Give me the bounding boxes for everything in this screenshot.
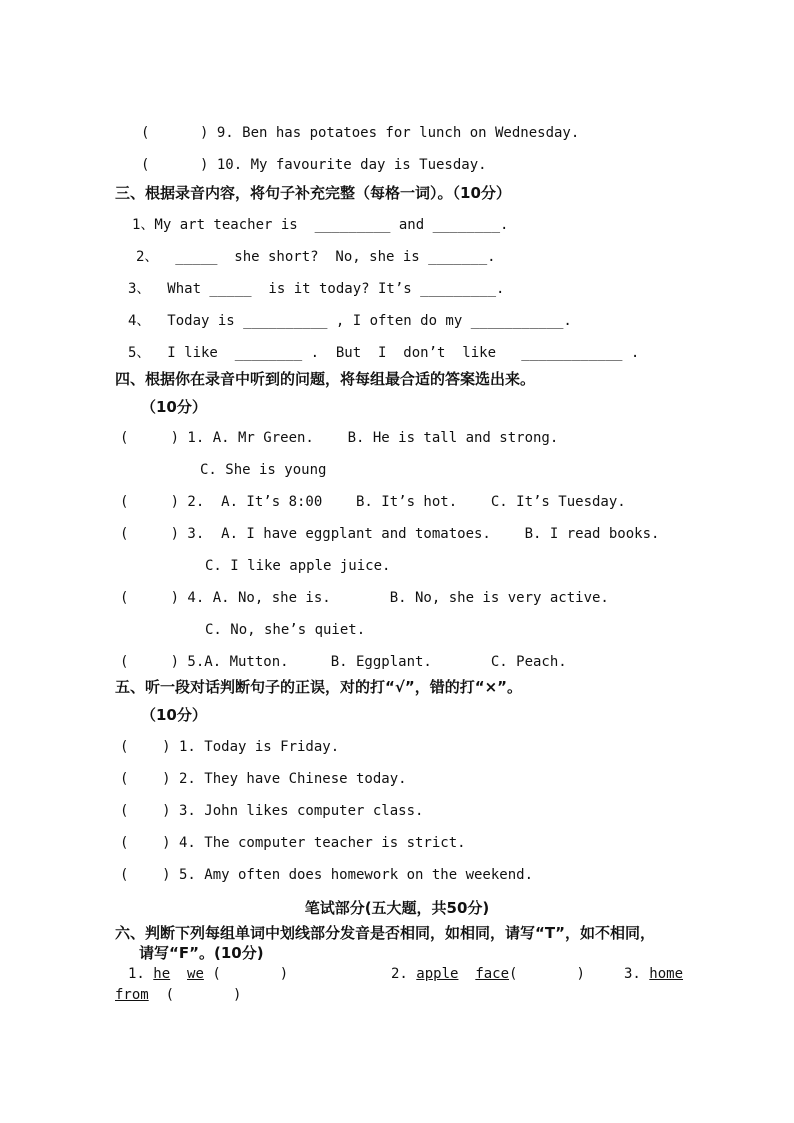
phonics-q2-number: 2. <box>391 966 408 982</box>
written-part-title: 笔试部分(五大题，共50分) <box>304 899 490 917</box>
phonics-q1-word-1: he <box>153 966 171 982</box>
phonics-q3-number: 3. <box>624 966 641 982</box>
fill-item-4: 4、 Today is __________ , I often do my ___________. <box>128 313 572 329</box>
phonics-q3-word-2: from <box>115 987 149 1003</box>
fill-item-1: 1、My art teacher is _________ and ________. <box>132 217 509 233</box>
choice-item-5: ( ) 5.A. Mutton. B. Eggplant. C. Peach. <box>120 654 567 670</box>
phonics-q2 <box>391 965 585 983</box>
choice-item-4-option-c: C. No, she’s quiet. <box>205 622 366 638</box>
section-3-heading: 三、根据录音内容，将句子补充完整（每格一词）。（10分） <box>115 184 511 202</box>
fill-item-2: 2、 _____ she short? No, she is _______. <box>136 249 496 265</box>
phonics-q1-blank: ( ) <box>212 966 289 982</box>
fill-item-3: 3、 What _____ is it today? It’s _________. <box>128 281 505 297</box>
phonics-q3-cont <box>115 986 241 1004</box>
tf-item-1: ( ) 1. Today is Friday. <box>120 739 340 755</box>
section-4-heading: 四、根据你在录音中听到的问题，将每组最合适的答案选出来。 <box>115 370 536 388</box>
choice-item-3-option-c: C. I like apple juice. <box>205 558 391 574</box>
fill-item-5: 5、 I like ________ . But I don’t like ____________ . <box>128 345 640 361</box>
phonics-q2-word-1: apple <box>416 966 459 982</box>
phonics-q1-word-2: we <box>187 966 204 982</box>
section-6-heading-cont: 请写“F”。(10分) <box>139 944 264 962</box>
choice-item-1: ( ) 1. A. Mr Green. B. He is tall and strong. <box>120 430 559 446</box>
section-4-score: （10分） <box>141 398 207 416</box>
tf-item-4: ( ) 4. The computer teacher is strict. <box>120 835 466 851</box>
tf-item-2: ( ) 2. They have Chinese today. <box>120 771 407 787</box>
phonics-q2-word-2: face <box>475 966 510 982</box>
section-5-score: （10分） <box>141 706 207 724</box>
choice-item-1-option-c: C. She is young <box>200 462 327 478</box>
tf-item-3: ( ) 3. John likes computer class. <box>120 803 424 819</box>
choice-item-3: ( ) 3. A. I have eggplant and tomatoes. B. I read books. <box>120 526 660 542</box>
phonics-q3 <box>624 965 683 983</box>
judge-item-10: ( ) 10. My favourite day is Tuesday. <box>141 157 487 173</box>
phonics-q3-word-1: home <box>649 966 684 982</box>
tf-item-5: ( ) 5. Amy often does homework on the weekend. <box>120 867 534 883</box>
phonics-q2-blank: ( ) <box>509 966 585 982</box>
choice-item-2: ( ) 2. A. It’s 8:00 B. It’s hot. C. It’s Tuesday. <box>120 494 626 510</box>
section-6-heading: 六、判断下列每组单词中划线部分发音是否相同，如相同，请写“T”，如不相同， <box>115 924 655 942</box>
phonics-q1-number: 1. <box>128 966 145 982</box>
section-5-heading: 五、听一段对话判断句子的正误，对的打“√”，错的打“×”。 <box>115 678 523 696</box>
choice-item-4: ( ) 4. A. No, she is. B. No, she is very active. <box>120 590 609 606</box>
phonics-q3-blank: ( ) <box>165 987 242 1003</box>
phonics-q1 <box>128 965 288 983</box>
judge-item-9: ( ) 9. Ben has potatoes for lunch on Wednesday. <box>141 125 580 141</box>
